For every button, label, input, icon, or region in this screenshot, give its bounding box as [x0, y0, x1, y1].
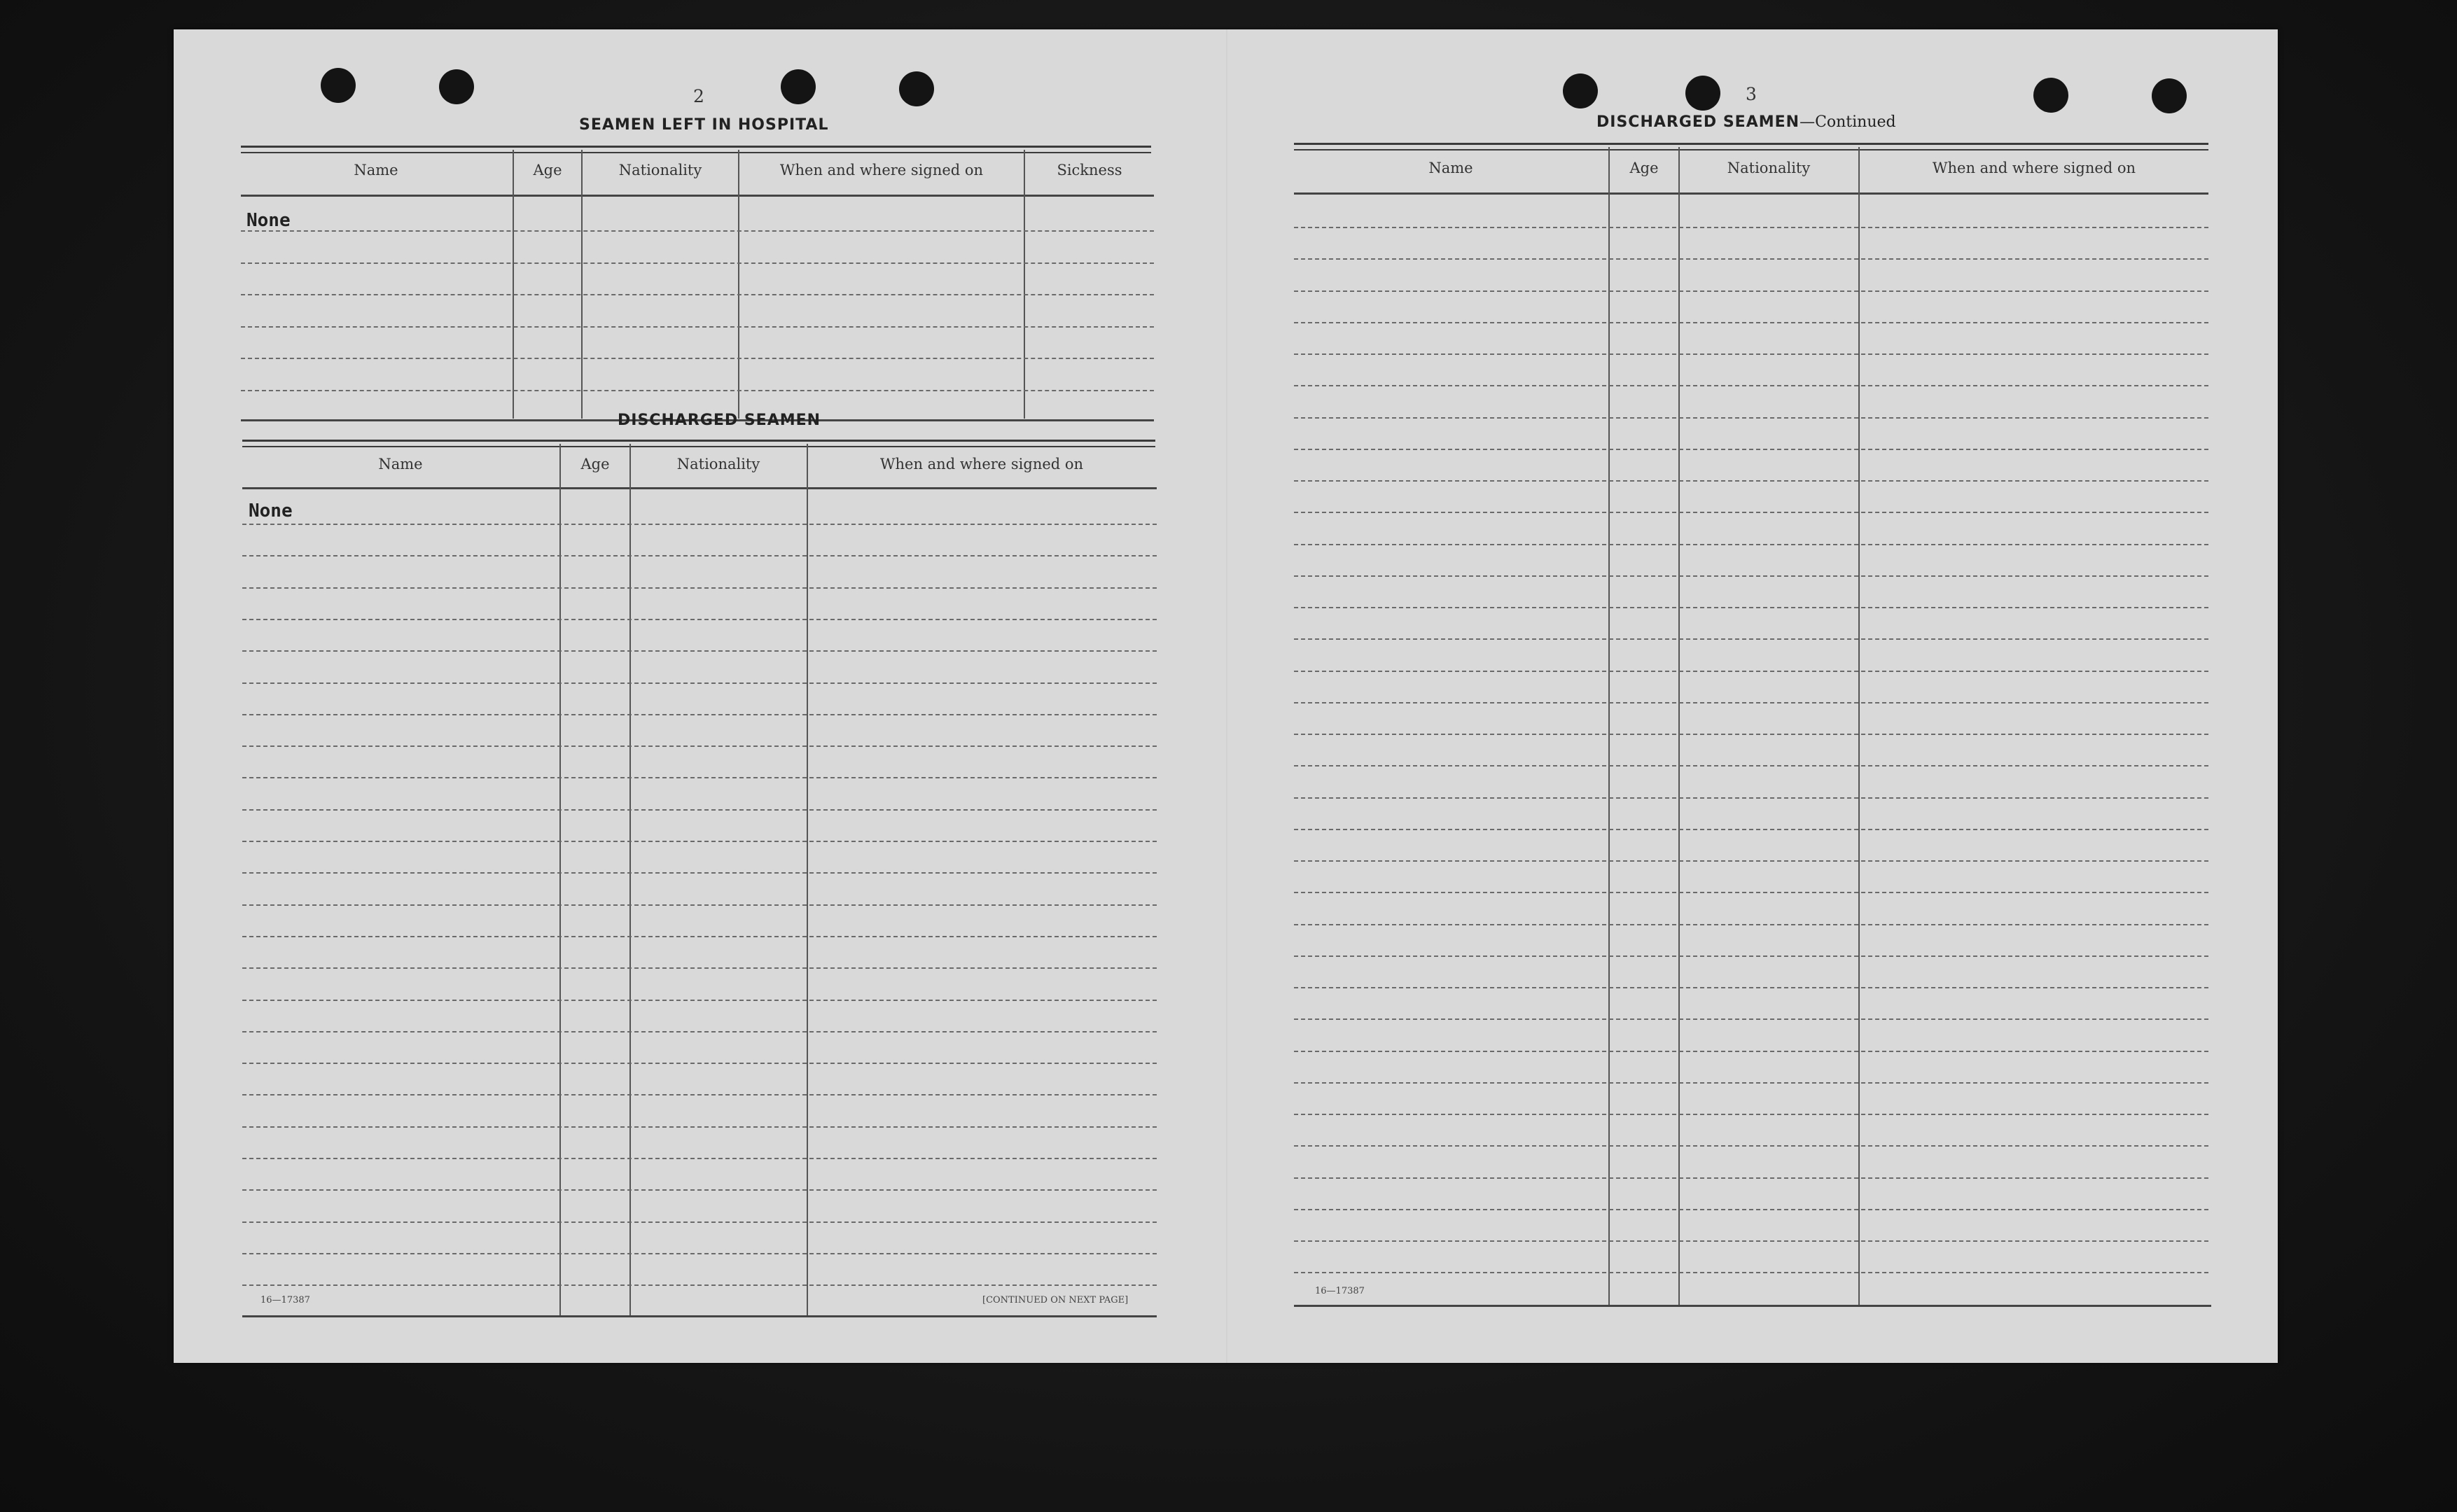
form-row-line — [242, 777, 1157, 778]
hospital-section-title: SEAMEN LEFT IN HOSPITAL — [579, 116, 829, 134]
form-row-line — [242, 967, 1157, 969]
form-row-line — [242, 841, 1157, 842]
form-row-line — [1294, 1272, 2208, 1273]
form-row-line — [1294, 638, 2208, 640]
form-row-line — [1294, 354, 2208, 355]
punch-hole — [1685, 76, 1720, 111]
table-bottom-rule — [242, 1315, 1157, 1317]
header-rule — [1294, 192, 2208, 195]
form-row-line — [1294, 955, 2208, 957]
column-divider — [513, 150, 514, 419]
header-rule — [242, 487, 1157, 489]
form-row-line — [242, 1158, 1157, 1159]
column-header-age: Age — [533, 162, 562, 178]
column-header-signed-on: When and where signed on — [779, 162, 984, 178]
form-row-line — [1294, 258, 2208, 260]
form-row-line — [1294, 607, 2208, 608]
form-row-line — [241, 358, 1154, 359]
form-row-line — [241, 230, 1154, 232]
column-divider — [738, 150, 739, 419]
form-row-line — [1294, 1082, 2208, 1084]
form-number: 16—17387 — [1315, 1286, 1365, 1296]
form-row-line — [1294, 1177, 2208, 1179]
form-row-line — [242, 1253, 1157, 1254]
form-row-line — [1294, 290, 2208, 292]
form-row-line — [241, 294, 1154, 295]
column-divider — [1858, 147, 1860, 1306]
title-continued: —Continued — [1800, 113, 1896, 131]
form-row-line — [1294, 227, 2208, 228]
column-header-name: Name — [354, 162, 398, 178]
form-row-line — [1294, 797, 2208, 799]
form-row-line — [1294, 512, 2208, 513]
form-row-line — [241, 262, 1154, 264]
form-row-line — [1294, 322, 2208, 323]
column-header-signed-on: When and where signed on — [879, 456, 1084, 472]
column-divider — [581, 150, 583, 419]
punch-hole — [1563, 74, 1598, 108]
form-row-line — [242, 1031, 1157, 1032]
form-row-line — [242, 1000, 1157, 1001]
form-row-line — [1294, 924, 2208, 925]
form-row-line — [1294, 702, 2208, 704]
form-row-line — [1294, 575, 2208, 577]
page-fold — [1226, 29, 1227, 1363]
discharged-continued-title — [1596, 113, 1896, 131]
punch-hole — [439, 69, 474, 104]
column-header-name: Name — [1428, 160, 1473, 176]
form-row-line — [242, 1222, 1157, 1223]
form-row-line — [1294, 765, 2208, 766]
punch-hole — [2152, 78, 2187, 113]
form-row-line — [1294, 1240, 2208, 1242]
form-row-line — [242, 1284, 1157, 1286]
form-row-line — [1294, 892, 2208, 893]
form-row-line — [242, 872, 1157, 874]
form-row-line — [242, 650, 1157, 652]
column-divider — [1024, 150, 1025, 419]
form-row-line — [242, 746, 1157, 747]
form-row-line — [1294, 1209, 2208, 1210]
form-row-line — [242, 555, 1157, 556]
form-row-line — [1294, 544, 2208, 545]
column-header-name: Name — [378, 456, 423, 472]
table-bottom-rule — [1294, 1305, 2211, 1307]
form-row-line — [1294, 1018, 2208, 1020]
form-row-line — [1294, 860, 2208, 862]
form-row-line — [242, 587, 1157, 589]
form-row-line — [242, 936, 1157, 937]
title-main: DISCHARGED SEAMEN — [1596, 113, 1800, 131]
form-row-line — [242, 1094, 1157, 1096]
table-top-rule — [1294, 143, 2208, 150]
punch-hole — [2033, 78, 2068, 113]
form-row-line — [1294, 385, 2208, 386]
column-header-sickness: Sickness — [1057, 162, 1122, 178]
form-row-line — [1294, 734, 2208, 735]
form-row-line — [242, 714, 1157, 715]
column-header-nationality: Nationality — [1727, 160, 1811, 176]
form-row-line — [1294, 1114, 2208, 1115]
column-header-nationality: Nationality — [618, 162, 702, 178]
form-number: 16—17387 — [260, 1295, 310, 1306]
discharged-section-title: DISCHARGED SEAMEN — [618, 412, 821, 429]
column-header-nationality: Nationality — [676, 456, 760, 472]
form-row-line — [242, 682, 1157, 684]
form-row-line — [242, 524, 1157, 525]
table-top-rule — [241, 146, 1151, 153]
punch-hole — [321, 68, 356, 103]
column-divider — [1678, 147, 1680, 1306]
header-rule — [241, 195, 1154, 197]
form-row-line — [242, 809, 1157, 811]
column-divider — [559, 444, 561, 1316]
form-row-line — [242, 1189, 1157, 1191]
form-row-line — [1294, 829, 2208, 830]
form-row-line — [241, 390, 1154, 391]
form-row-line — [242, 619, 1157, 620]
punch-hole — [781, 69, 816, 104]
form-row-line — [242, 1063, 1157, 1064]
discharged-entry: None — [249, 500, 293, 522]
page-number: 3 — [1746, 84, 1757, 104]
punch-hole — [899, 71, 934, 106]
page-number: 2 — [693, 86, 704, 106]
table-top-rule — [242, 440, 1155, 447]
form-row-line — [242, 1126, 1157, 1128]
continued-note: [CONTINUED ON NEXT PAGE] — [982, 1295, 1129, 1306]
column-header-age: Age — [580, 456, 610, 472]
form-row-line — [1294, 1145, 2208, 1147]
form-row-line — [1294, 449, 2208, 450]
form-row-line — [1294, 987, 2208, 988]
column-header-age: Age — [1629, 160, 1659, 176]
form-row-line — [241, 326, 1154, 328]
column-header-signed-on: When and where signed on — [1932, 160, 2136, 176]
form-row-line — [1294, 1051, 2208, 1052]
column-divider — [1608, 147, 1610, 1306]
form-row-line — [1294, 417, 2208, 419]
form-row-line — [1294, 480, 2208, 482]
column-divider — [807, 444, 808, 1316]
document-sheet — [174, 29, 2278, 1363]
form-row-line — [242, 904, 1157, 906]
hospital-entry: None — [246, 210, 291, 231]
form-row-line — [1294, 671, 2208, 672]
column-divider — [629, 444, 631, 1316]
